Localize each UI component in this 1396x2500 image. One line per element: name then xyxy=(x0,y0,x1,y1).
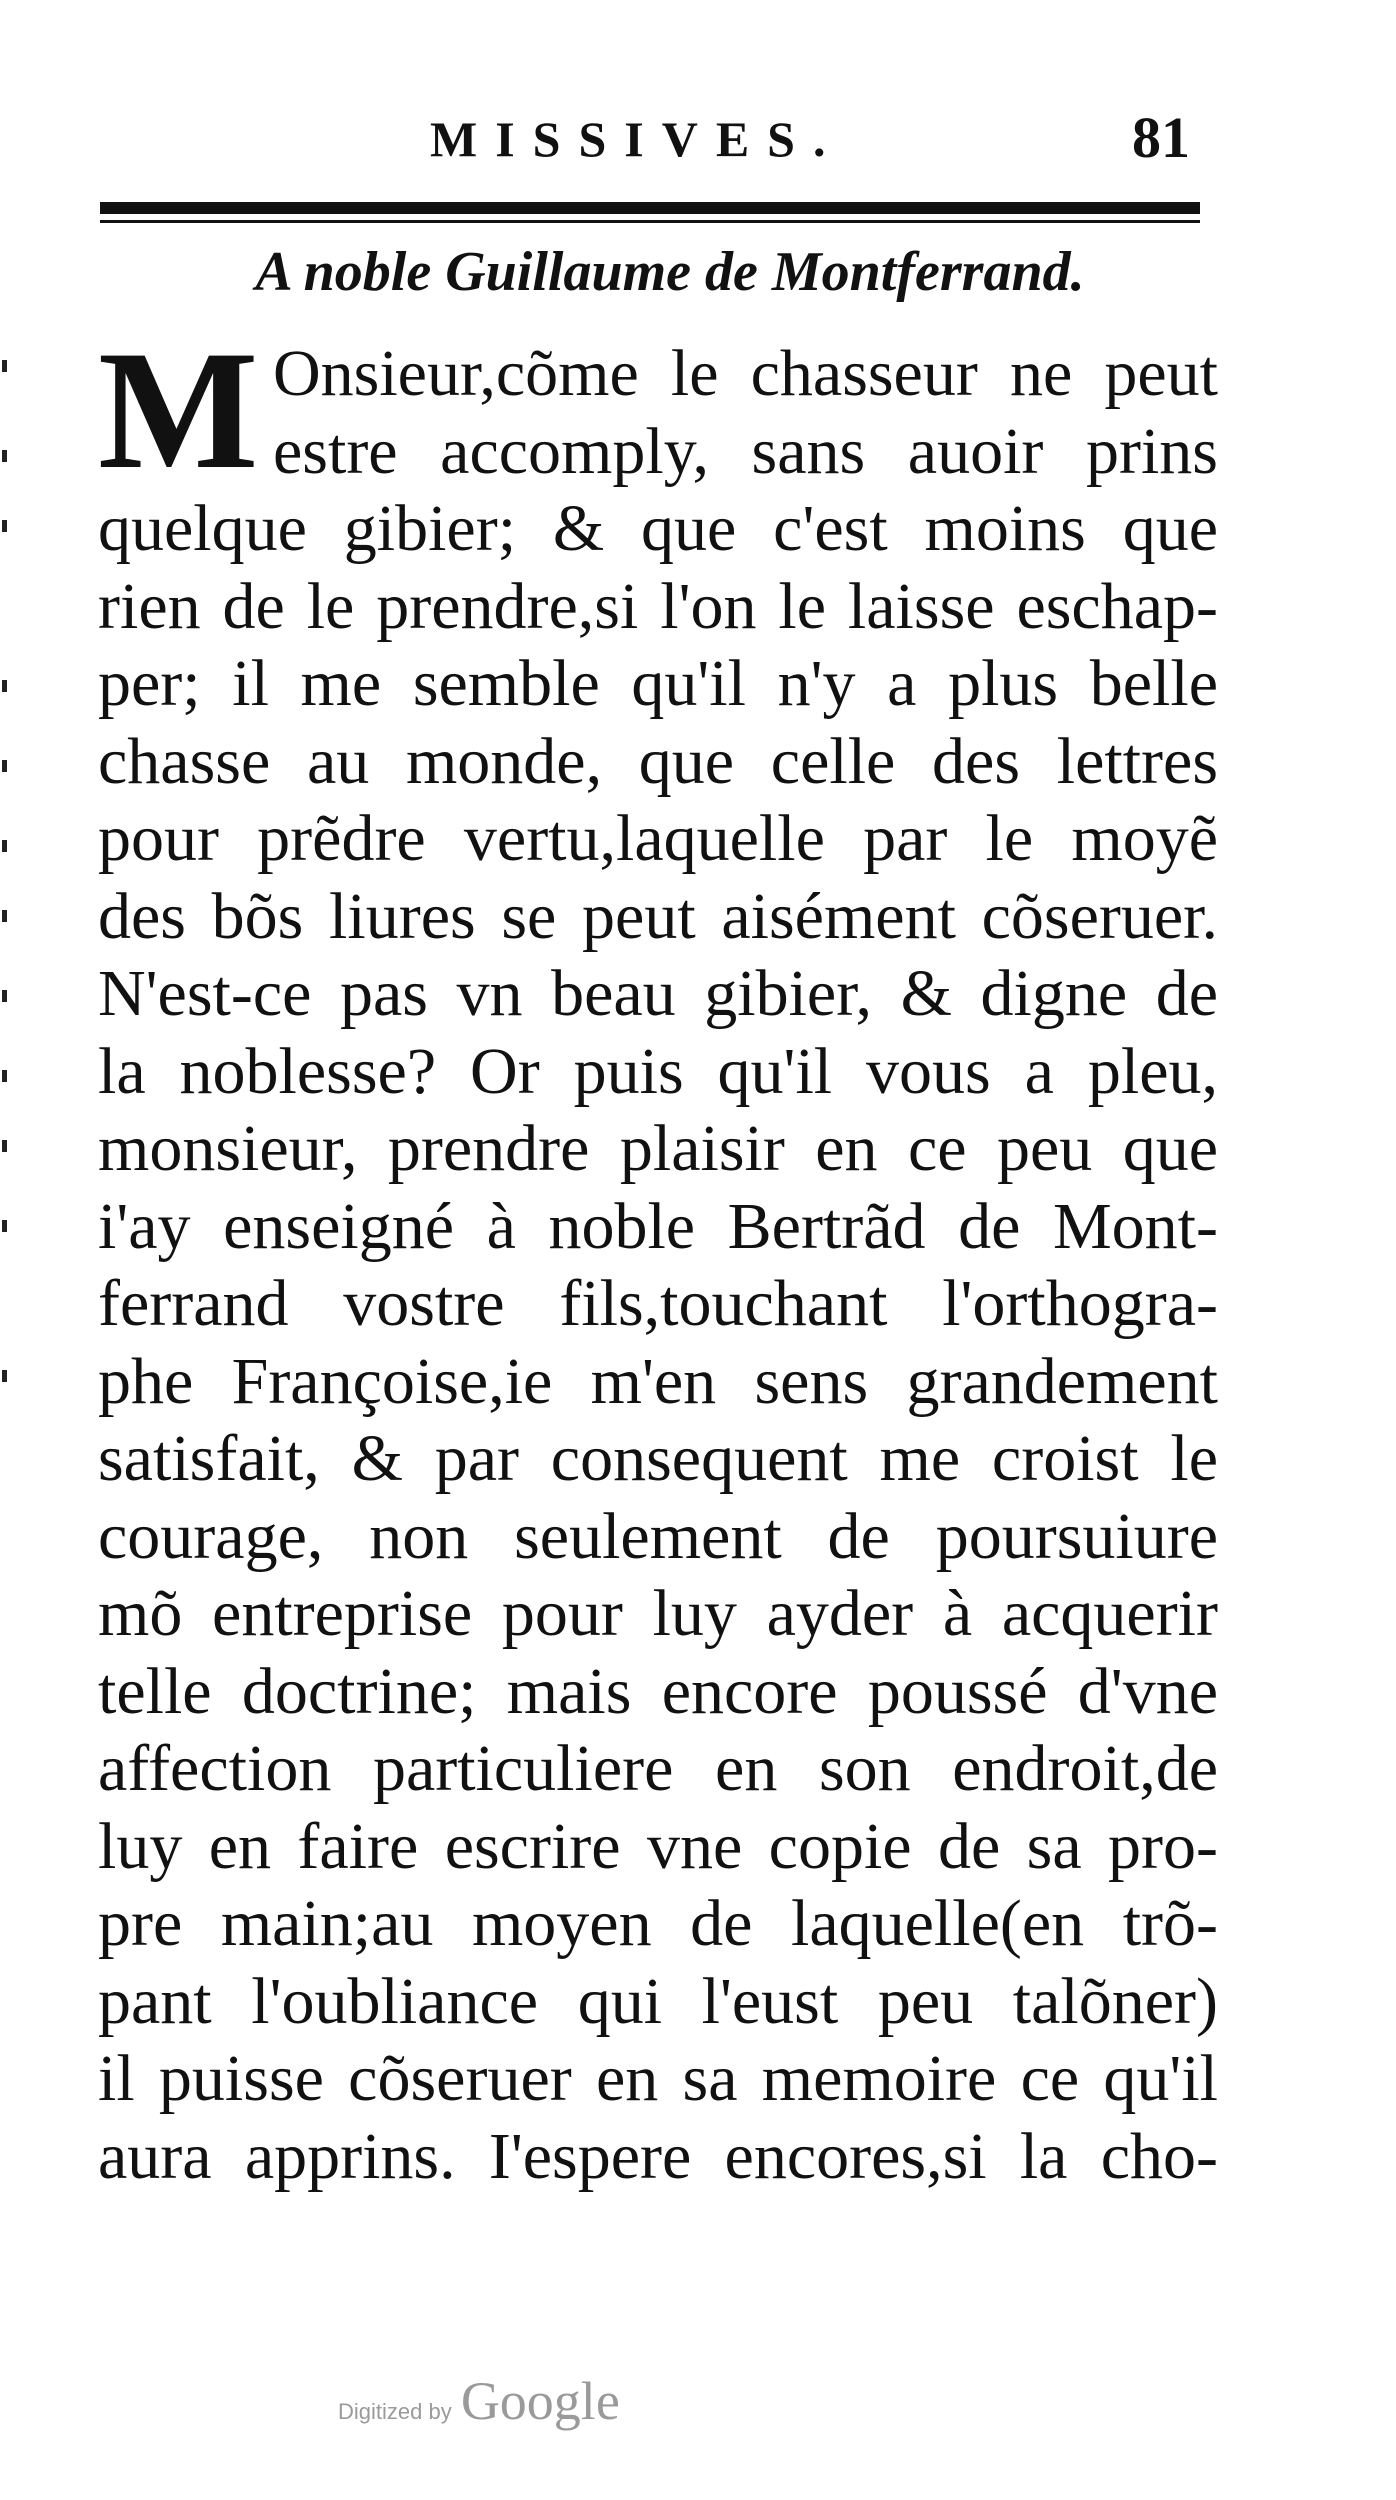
text-line: pour prẽdre vertu,laquelle par le moyẽ xyxy=(98,802,1218,875)
header-rule xyxy=(100,202,1200,214)
ink-speck xyxy=(2,1070,7,1082)
drop-cap: M xyxy=(98,316,259,504)
text-line: pant l'oubliance qui l'eust peu talõner) xyxy=(98,1964,1218,2038)
ink-speck xyxy=(2,680,7,692)
ink-speck xyxy=(2,910,7,922)
text-line: rien de le prendre,si l'on le laisse eschap- xyxy=(98,569,1218,643)
ink-speck xyxy=(2,990,7,1002)
text-line: chasse au monde, que celle des lettres xyxy=(98,724,1218,798)
margin-specks xyxy=(0,330,14,1830)
text-line: telle doctrine; mais encore poussé d'vne xyxy=(98,1654,1218,1728)
page-number: 81 xyxy=(1132,105,1190,170)
text-line: mõ entreprise pour luy ayder à acquerir xyxy=(98,1577,1218,1650)
text-line: Onsieur,cõme le chasseur ne peut xyxy=(273,337,1218,410)
text-line: il puisse cõseruer en sa memoire ce qu'il xyxy=(98,2042,1218,2115)
ink-speck xyxy=(2,450,7,462)
ink-speck xyxy=(2,520,7,532)
text-line: estre accomply, sans auoir prins xyxy=(273,414,1218,488)
ink-speck xyxy=(2,760,7,772)
ink-speck xyxy=(2,1220,7,1232)
ink-speck xyxy=(2,360,7,372)
text-line: aura apprins. I'espere encores,si la cho- xyxy=(98,2119,1218,2193)
text-line: luy en faire escrire vne copie de sa pro- xyxy=(98,1809,1218,1883)
digitized-by-label: Digitized by xyxy=(338,2399,452,2424)
text-line: ferrand vostre fils,touchant l'orthogra- xyxy=(98,1267,1218,1340)
text-line: courage, non seulement de poursuiure xyxy=(98,1499,1218,1573)
text-line: satisfait, & par consequent me croist le xyxy=(98,1422,1218,1495)
text-line: affection particuliere en son endroit,de xyxy=(98,1732,1218,1805)
ink-speck xyxy=(2,1140,7,1152)
text-line: i'ay enseigné à noble Bertrãd de Mont- xyxy=(98,1189,1218,1263)
ink-speck xyxy=(2,1370,7,1382)
letter-heading: A noble Guillaume de Montferrand. xyxy=(255,241,1085,303)
text-line: pre main;au moyen de laquelle(en trõ- xyxy=(98,1887,1218,1960)
page-header xyxy=(100,105,1220,180)
text-line: phe Françoise,ie m'en sens grandement xyxy=(98,1344,1218,1418)
text-line: la noblesse? Or puis qu'il vous a pleu, xyxy=(98,1034,1218,1108)
text-line: quelque gibier; & que c'est moins que xyxy=(98,492,1218,565)
digitized-by-google-watermark xyxy=(338,2370,620,2432)
text-line: N'est-ce pas vn beau gibier, & digne de xyxy=(98,957,1218,1030)
google-logo-text: Google xyxy=(460,2371,620,2431)
text-line: per; il me semble qu'il n'y a plus belle xyxy=(98,647,1218,720)
text-line: des bõs liures se peut aisément cõseruer. xyxy=(98,879,1218,953)
ink-speck xyxy=(2,840,7,852)
running-title: MISSIVES. xyxy=(430,111,844,167)
letter-body xyxy=(98,335,1218,2195)
text-line: monsieur, prendre plaisir en ce peu que xyxy=(98,1112,1218,1185)
